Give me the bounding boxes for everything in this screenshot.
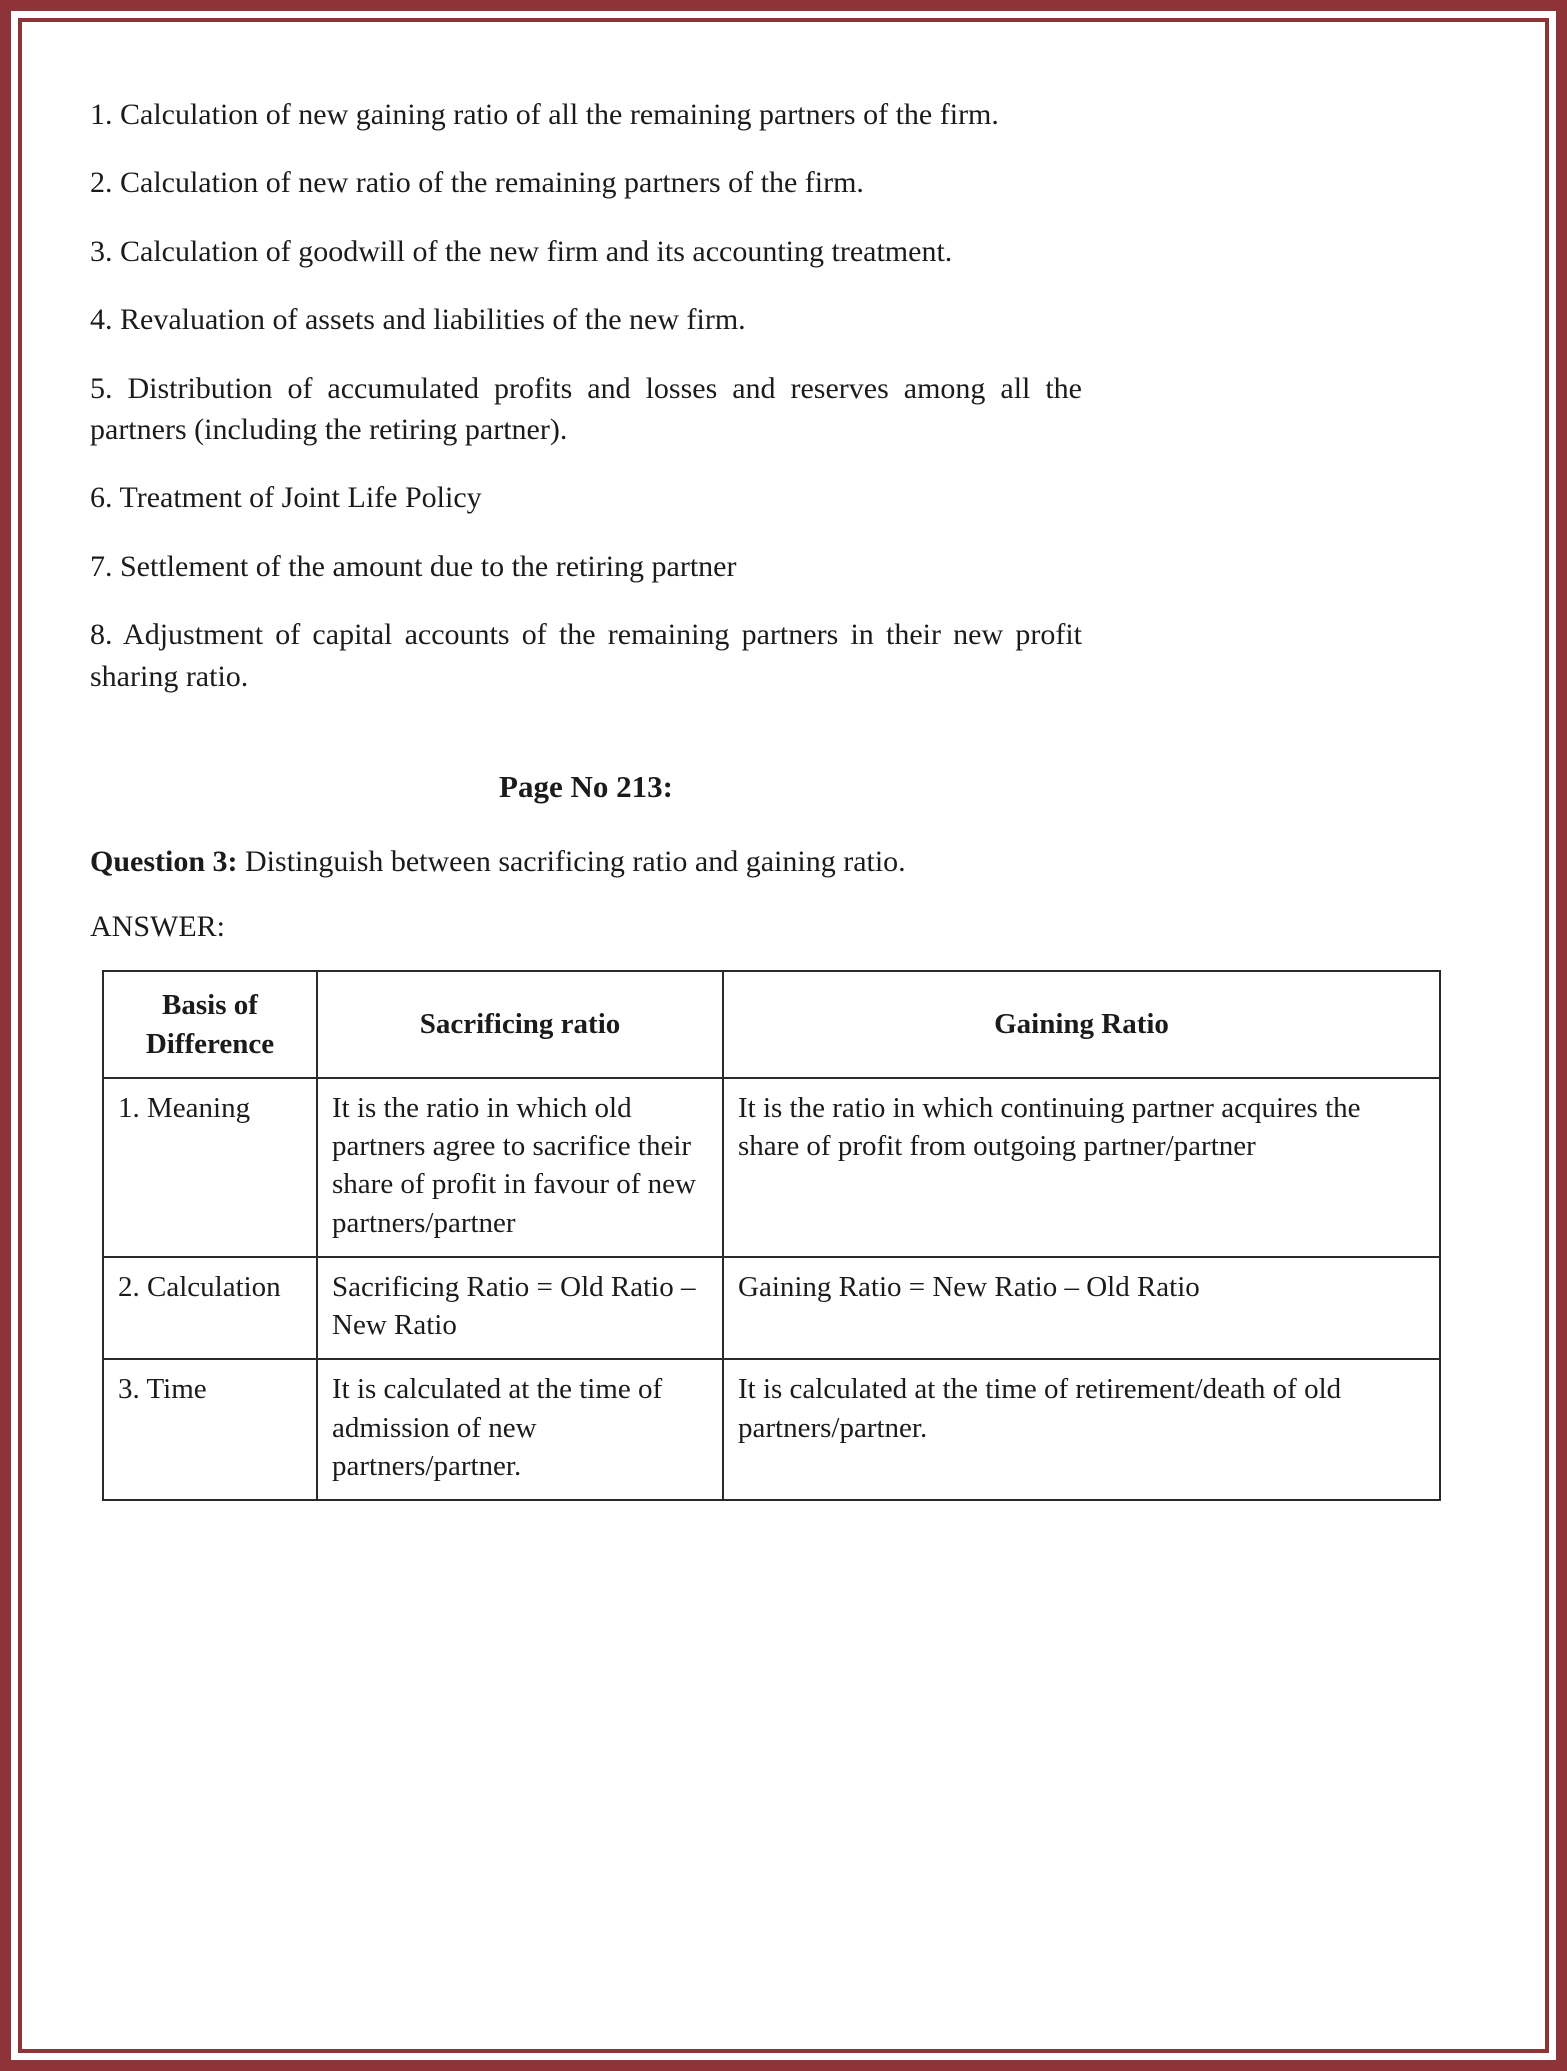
cell-basis: 2. Calculation (103, 1257, 317, 1360)
cell-basis: 3. Time (103, 1359, 317, 1500)
cell-gaining: It is the ratio in which continuing partner acquires the share of profit from outgoing partner/partner (723, 1078, 1440, 1257)
steps-list (90, 94, 1082, 697)
list-item: 6. Treatment of Joint Life Policy (90, 481, 482, 515)
table-row (103, 1359, 1440, 1500)
table-row (103, 1078, 1440, 1257)
cell-basis: 1. Meaning (103, 1078, 317, 1257)
question-text: Distinguish between sacrificing ratio and gaining ratio. (245, 844, 906, 878)
list-item: 7. Settlement of the amount due to the retiring partner (90, 549, 737, 583)
list-item: 1. Calculation of new gaining ratio of all the remaining partners of the firm. (90, 98, 999, 131)
cell-sacrificing: Sacrificing Ratio = Old Ratio – New Ratio (317, 1257, 723, 1360)
cell-gaining: Gaining Ratio = New Ratio – Old Ratio (723, 1257, 1440, 1360)
answer-label: ANSWER: (90, 910, 225, 944)
header-gaining-ratio: Gaining Ratio (723, 971, 1440, 1078)
table-row (103, 1257, 1440, 1360)
cell-sacrificing: It is the ratio in which old partners agree to sacrifice their share of profit in favour of new partners/partner (317, 1078, 723, 1257)
table-header-row (103, 971, 1440, 1078)
question-line (90, 841, 1473, 882)
comparison-table (102, 970, 1441, 1501)
question-label: Question 3: (90, 844, 238, 878)
page-number-heading: Page No 213: (499, 768, 673, 804)
list-item: 8. Adjustment of capital accounts of the remaining partners in their new profit sharing ratio. (90, 618, 1082, 693)
list-item: 4. Revaluation of assets and liabilities of the new firm. (90, 303, 746, 337)
header-basis-of-difference: Basis of Difference (103, 971, 317, 1078)
header-sacrificing-ratio: Sacrificing ratio (317, 971, 723, 1078)
list-item: 2. Calculation of new ratio of the remaining partners of the firm. (90, 166, 864, 200)
list-item: 5. Distribution of accumulated profits and losses and reserves among all the partners (including the retiring partner). (90, 371, 1082, 446)
cell-gaining: It is calculated at the time of retirement/death of old partners/partner. (723, 1359, 1440, 1500)
list-item: 3. Calculation of goodwill of the new firm and its accounting treatment. (90, 234, 953, 268)
cell-sacrificing: It is calculated at the time of admission of new partners/partner. (317, 1359, 723, 1500)
page-content (18, 18, 1549, 2053)
